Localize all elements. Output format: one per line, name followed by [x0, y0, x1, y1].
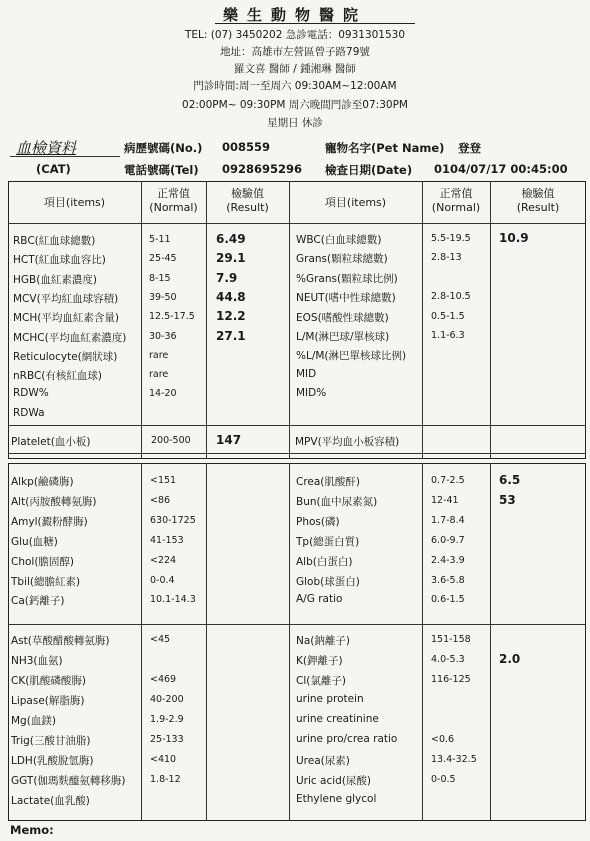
test-item: CK(肌酸磷酸脢) — [11, 675, 86, 688]
test-normal-range: <45 — [150, 634, 171, 646]
section-title-rule — [10, 156, 120, 157]
record-no-value: 008559 — [222, 140, 271, 154]
test-item: Alt(丙胺酸轉氨脢) — [11, 495, 97, 508]
phone-label: 電話號碼(Tel) — [124, 163, 199, 177]
test-normal-range: 4.0-5.3 — [431, 654, 465, 666]
test-normal-range: 5.5-19.5 — [431, 233, 471, 244]
test-result: 6.5 — [499, 473, 521, 487]
test-item: Mg(血鎂) — [11, 714, 56, 727]
test-result: 7.9 — [216, 270, 238, 285]
pet-name-value: 登登 — [458, 141, 481, 155]
test-item: Reticulocyte(網狀球) — [13, 350, 118, 363]
test-result: 29.1 — [216, 251, 246, 266]
test-item: Na(鈉離子) — [296, 635, 350, 648]
test-item: %L/M(淋巴單核球比例) — [296, 350, 407, 363]
test-item: Ca(鈣離子) — [11, 595, 65, 608]
test-normal-range: 25-45 — [149, 253, 177, 265]
test-item: Cl(氯離子) — [296, 675, 346, 688]
test-item: Ethylene glycol — [296, 792, 377, 805]
cbc-header-rule — [8, 223, 586, 224]
test-normal-range: 0-0.5 — [431, 773, 456, 785]
test-normal-range: 1.7-8.4 — [431, 514, 465, 526]
test-normal-range: 1.1-6.3 — [431, 330, 465, 341]
col-header-items-right: 項目(items) — [324, 196, 387, 209]
test-normal-range: 1.8-12 — [150, 773, 181, 785]
test-result: 6.49 — [216, 232, 246, 246]
test-item: Lactate(血乳酸) — [11, 794, 90, 807]
test-normal-range: 41-153 — [150, 534, 184, 546]
test-item: Grans(顆粒球總數) — [296, 253, 388, 266]
test-normal-range: 0.6-1.5 — [431, 594, 465, 606]
test-item: Lipase(解脂脢) — [11, 695, 85, 707]
test-item: A/G ratio — [296, 593, 343, 606]
test-item: LDH(乳酸脫氫脢) — [11, 754, 94, 767]
cbc-platelet-rule-bottom — [8, 453, 586, 454]
clinic-name: 樂生動物醫院 — [222, 6, 367, 24]
test-normal-range: rare — [149, 369, 169, 381]
clinic-closed-day: 星期日 休診 — [267, 117, 323, 129]
test-item: urine pro/crea ratio — [296, 732, 398, 745]
mpv-item: MPV(平均血小板容積) — [295, 436, 400, 448]
test-item: Alb(白蛋白) — [296, 555, 353, 568]
test-normal-range: 6.0-9.7 — [431, 534, 465, 546]
test-item: Crea(肌酸酐) — [296, 476, 361, 488]
section-title: 血檢資料 — [16, 139, 77, 157]
clinic-doctors: 羅文喜 醫師 / 鍾湘琳 醫師 — [234, 63, 356, 75]
test-result: 53 — [499, 492, 516, 507]
test-normal-range: 151-158 — [431, 634, 471, 646]
test-normal-range: <86 — [150, 494, 171, 506]
test-result: 2.0 — [499, 652, 521, 667]
clinic-hours: 門診時間:周一至周六 09:30AM~12:00AM — [193, 80, 397, 92]
record-no-label: 病歷號碼(No.) — [124, 141, 203, 155]
col-header-normal-left: 正常值 (Normal) — [149, 187, 198, 214]
clinic-evening-hours: 02:00PM~ 09:30PM 周六晚間門診至07:30PM — [182, 99, 408, 111]
clinic-tel: TEL: (07) 3450202 急診電話：0931301530 — [184, 29, 406, 41]
test-normal-range: 39-50 — [149, 291, 177, 303]
col-header-result-left: 檢驗值 (Result) — [226, 187, 269, 214]
test-item: MID — [296, 367, 317, 380]
chemistry-split-rule — [8, 624, 586, 625]
test-item: EOS(嗜酸性球總數) — [296, 311, 389, 324]
test-normal-range: 14-20 — [149, 388, 177, 400]
test-item: Uric acid(尿酸) — [296, 774, 372, 787]
test-normal-range: <151 — [150, 475, 177, 486]
test-item: Platelet(血小板) — [11, 436, 91, 448]
test-item: Ast(草酸醋酸轉氨脢) — [11, 635, 110, 648]
test-item: NH3(血氨) — [11, 655, 63, 668]
test-item: HCT(紅血球血容比) — [13, 254, 106, 267]
test-normal-range: 2.8-10.5 — [431, 291, 471, 303]
col-header-normal-right: 正常值 (Normal) — [431, 187, 481, 214]
test-item: Trig(三酸甘油脂) — [11, 734, 91, 747]
test-item: urine creatinine — [296, 712, 379, 725]
test-normal-range: 630-1725 — [150, 514, 196, 526]
test-item: Amyl(澱粉酵脢) — [11, 515, 88, 528]
col-header-items-left: 項目(items) — [43, 196, 106, 209]
pet-name-label: 寵物名字(Pet Name) — [325, 141, 445, 155]
test-item: Bun(血中尿素氮) — [296, 495, 378, 508]
test-normal-range: 0-0.4 — [150, 574, 175, 586]
test-normal-range: 1.9-2.9 — [150, 713, 184, 725]
test-result: 12.2 — [216, 309, 246, 324]
test-item: GGT(伽瑪麩醯氨轉移脢) — [11, 774, 126, 787]
test-result: 27.1 — [216, 328, 246, 343]
test-normal-range: 200-500 — [151, 435, 191, 446]
test-normal-range: 116-125 — [431, 674, 471, 686]
test-item: HGB(血紅素濃度) — [13, 273, 97, 286]
test-normal-range: 10.1-14.3 — [150, 594, 196, 606]
test-item: urine protein — [296, 693, 364, 705]
test-result: 10.9 — [499, 231, 529, 245]
date-value: 0104/07/17 00:45:00 — [434, 162, 568, 176]
test-normal-range: 13.4-32.5 — [431, 753, 477, 765]
test-normal-range: 12.5-17.5 — [149, 311, 195, 323]
col-header-result-right: 檢驗值 (Result) — [516, 187, 560, 214]
phone-value: 0928695296 — [222, 162, 303, 176]
test-item: RDW% — [13, 387, 49, 400]
test-normal-range: <224 — [150, 554, 177, 566]
test-item: RBC(紅血球總數) — [13, 235, 96, 247]
test-result: 147 — [216, 433, 242, 447]
test-normal-range: 40-200 — [150, 694, 184, 705]
test-normal-range: <410 — [150, 753, 177, 765]
clinic-name-underline — [215, 23, 415, 24]
test-item: RDWa — [13, 406, 45, 419]
test-normal-range: 8-15 — [149, 272, 171, 284]
memo-label: Memo: — [10, 823, 54, 837]
test-item: WBC(白血球總數) — [296, 234, 382, 246]
test-normal-range: 2.8-13 — [431, 252, 462, 264]
species-label: (CAT) — [36, 162, 71, 176]
test-normal-range: 0.5-1.5 — [431, 310, 465, 322]
test-item: Chol(膽固醇) — [11, 555, 75, 568]
test-item: MCV(平均紅血球容積) — [13, 292, 119, 305]
test-normal-range: 0.7-2.5 — [431, 475, 465, 486]
test-result: 44.8 — [216, 289, 246, 304]
test-item: Glob(球蛋白) — [296, 575, 360, 588]
test-item: MCHC(平均血紅素濃度) — [13, 331, 127, 344]
test-normal-range: 30-36 — [149, 330, 177, 342]
test-item: nRBC(有核紅血球) — [13, 370, 102, 383]
test-item: Tp(總蛋白質) — [296, 535, 360, 548]
test-normal-range: rare — [149, 349, 169, 361]
test-item: NEUT(嗜中性球總數) — [296, 292, 396, 305]
test-item: Glu(血糖) — [11, 535, 58, 548]
test-item: K(鉀離子) — [296, 655, 343, 668]
cbc-platelet-rule-top — [8, 425, 586, 426]
test-normal-range: <0.6 — [431, 733, 455, 745]
test-item: Phos(磷) — [296, 515, 340, 528]
test-item: %Grans(顆粒球比例) — [296, 272, 398, 285]
test-item: Alkp(鹼磷脢) — [11, 476, 74, 488]
test-item: Urea(尿素) — [296, 754, 350, 767]
test-normal-range: <469 — [150, 674, 177, 686]
test-item: MCH(平均血紅素含量) — [13, 312, 119, 325]
test-item: MID% — [296, 387, 327, 400]
test-normal-range: 25-133 — [150, 733, 184, 745]
test-normal-range: 5-11 — [149, 234, 171, 245]
date-label: 檢查日期(Date) — [325, 163, 413, 177]
test-normal-range: 3.6-5.8 — [431, 574, 465, 586]
test-item: L/M(淋巴球/單核球) — [296, 331, 390, 343]
test-normal-range: 2.4-3.9 — [431, 554, 465, 566]
clinic-address: 地址：高雄市左營區曾子路79號 — [220, 46, 370, 58]
test-normal-range: 12-41 — [431, 494, 459, 506]
test-item: Tbil(總膽紅素) — [11, 575, 81, 588]
